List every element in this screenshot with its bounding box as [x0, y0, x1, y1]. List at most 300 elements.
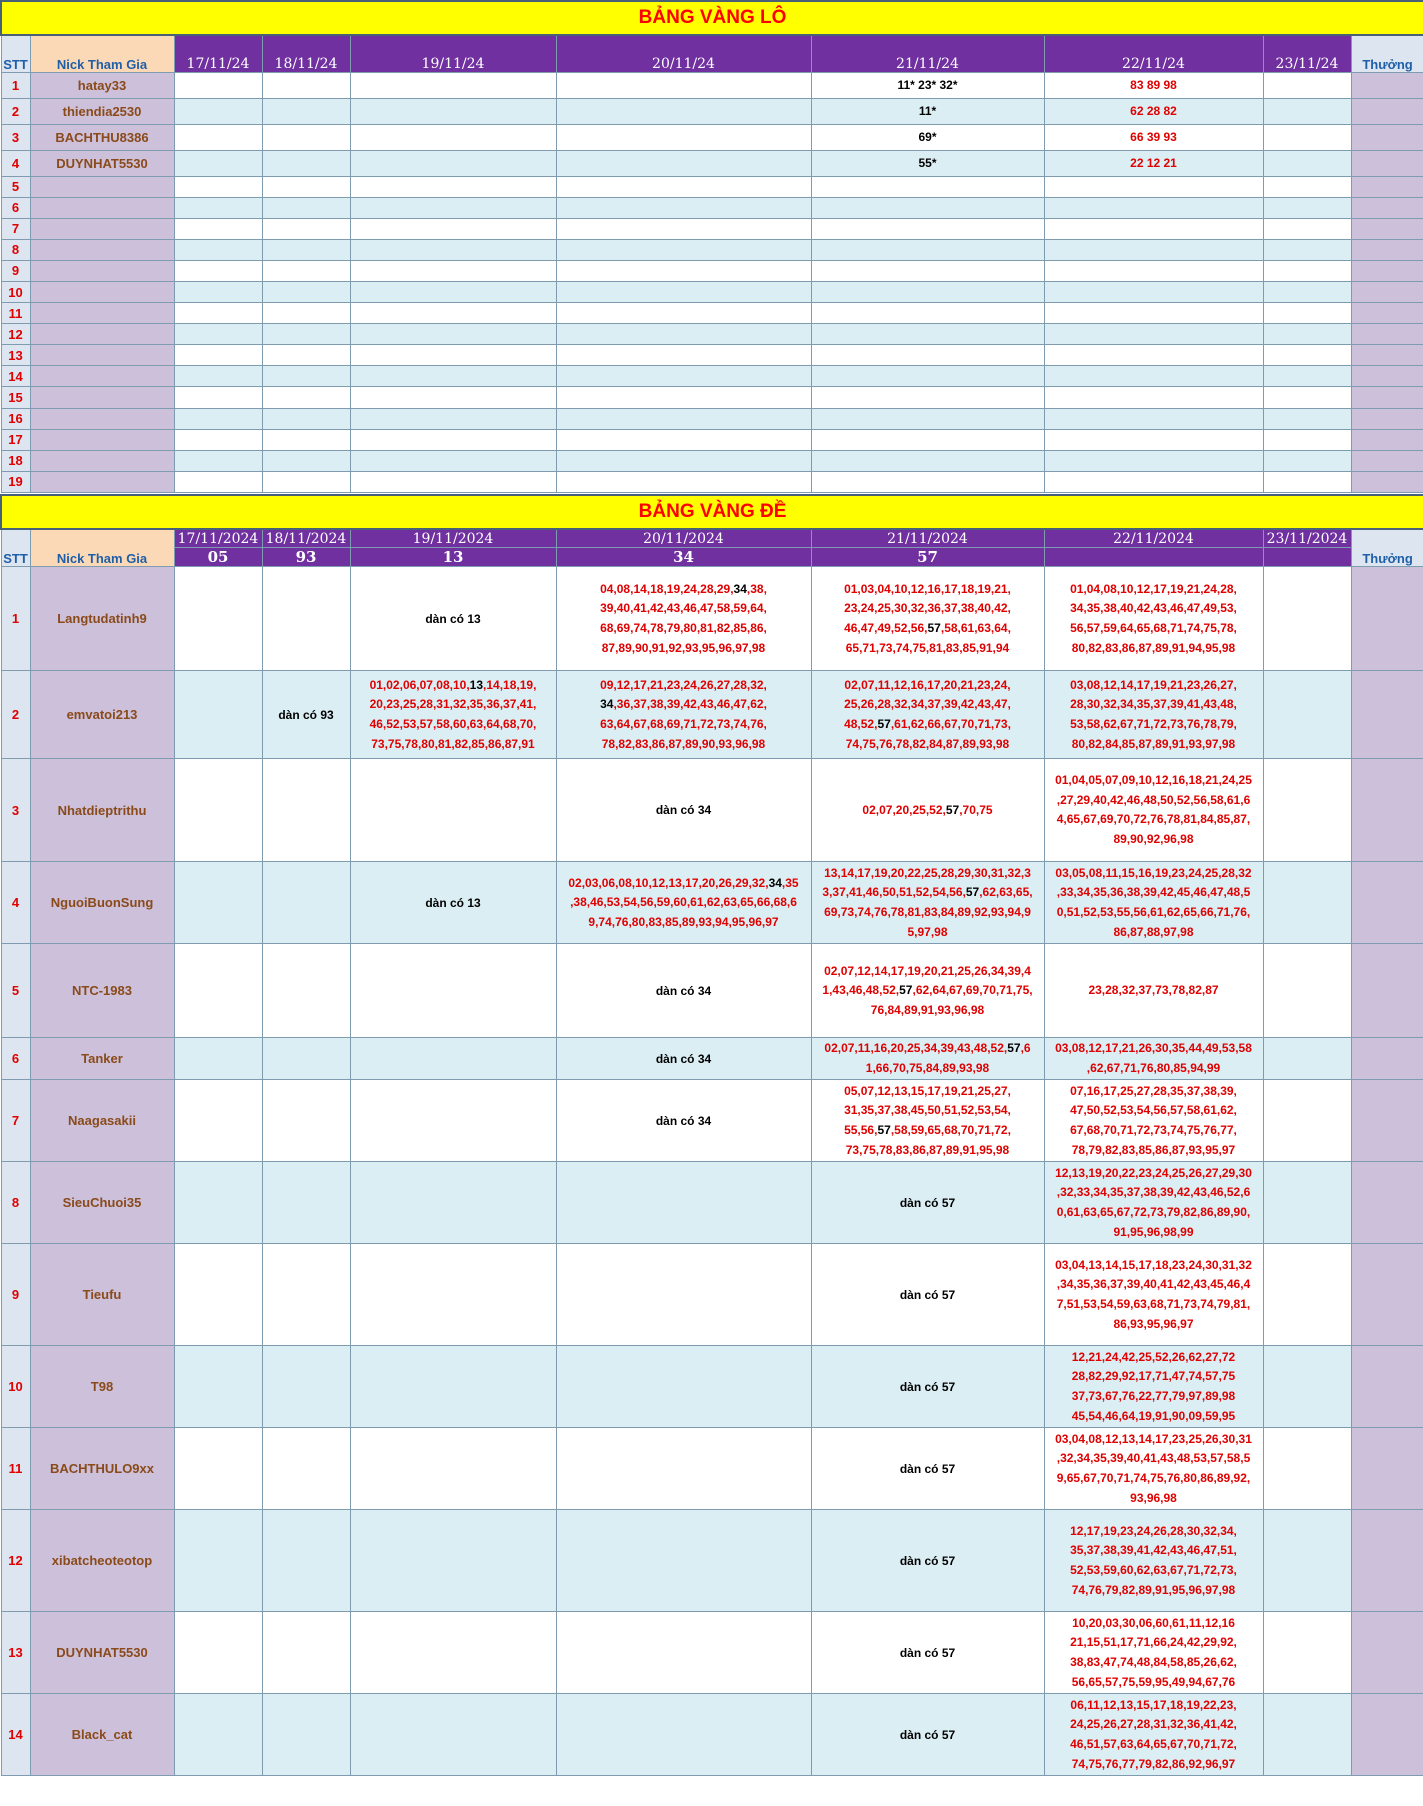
date-cell: [556, 260, 811, 281]
date-cell: [174, 124, 262, 150]
date-cell: 69*: [811, 124, 1044, 150]
date-cell: [262, 862, 350, 944]
date-cell: [811, 471, 1044, 492]
number-list: [1045, 1522, 1263, 1600]
number-segment: 23,28,32,37,73,78,82,87: [1088, 983, 1219, 998]
row-nick: emvatoi213: [30, 671, 174, 759]
date-cell: [1044, 1080, 1263, 1162]
date-cell: [1044, 260, 1263, 281]
number-segment: 12,21,24,42,25,52,26,62,27,72 28,82,29,92,17,71,47,74,57,75 37,73,67,76,22,77,79,97,89,98 45,54,46,64,19,91,90,09,59,95: [1071, 1349, 1236, 1423]
date-cell: [556, 1510, 811, 1612]
date-cell: [262, 218, 350, 239]
date-cell: [1263, 1080, 1351, 1162]
date-cell: [174, 366, 262, 387]
date-cell: [1044, 239, 1263, 260]
row-stt: 19: [1, 471, 30, 492]
row-thuong: [1351, 1162, 1423, 1244]
lo-date-header: 17/11/24: [174, 35, 262, 72]
dan-label: dàn có 57: [899, 1195, 956, 1210]
de-title: BẢNG VÀNG ĐỀ: [1, 495, 1423, 529]
row-stt: 9: [1, 1244, 30, 1346]
table-row: [1, 862, 1423, 944]
date-cell: [556, 324, 811, 345]
table-row: [1, 1694, 1423, 1776]
date-cell: [811, 345, 1044, 366]
date-cell: [262, 759, 350, 862]
date-cell: [1263, 281, 1351, 302]
lo-date-header: 20/11/24: [556, 35, 811, 72]
date-cell: [262, 1080, 350, 1162]
lo-stt-header: STT: [1, 35, 30, 72]
dan-label: dàn có 93: [278, 707, 334, 722]
table-row: [1, 429, 1423, 450]
date-cell: [1044, 1162, 1263, 1244]
de-date-header: 21/11/2024: [811, 529, 1044, 548]
row-nick: xibatcheoteotop: [30, 1510, 174, 1612]
row-stt: 10: [1, 1346, 30, 1428]
row-thuong: [1351, 429, 1423, 450]
date-cell: [1263, 176, 1351, 197]
table-row: [1, 176, 1423, 197]
table-row: [1, 260, 1423, 281]
date-cell: [350, 1346, 556, 1428]
row-nick: Naagasakii: [30, 1080, 174, 1162]
date-cell: 22 12 21: [1044, 150, 1263, 176]
date-cell: [350, 471, 556, 492]
date-cell: [811, 387, 1044, 408]
number-segment: ,70,75: [959, 802, 993, 817]
date-cell: [262, 471, 350, 492]
table-row: [1, 1162, 1423, 1244]
date-cell: [350, 387, 556, 408]
bang-vang-lo-table: [0, 0, 1423, 493]
row-thuong: [1351, 197, 1423, 218]
dan-label: dàn có 34: [655, 1113, 712, 1128]
date-cell: [350, 150, 556, 176]
row-nick: Tieufu: [30, 1244, 174, 1346]
winning-number: 57: [877, 1122, 891, 1137]
row-stt: 11: [1, 303, 30, 324]
date-cell: [1263, 408, 1351, 429]
date-cell: [1044, 197, 1263, 218]
number-list: [1045, 1164, 1263, 1242]
row-nick: T98: [30, 1346, 174, 1428]
row-thuong: [1351, 387, 1423, 408]
dan-label: dàn có 34: [655, 1051, 712, 1066]
date-cell: [811, 1694, 1044, 1776]
row-thuong: [1351, 260, 1423, 281]
number-list: [1045, 1696, 1263, 1774]
date-cell: [262, 1346, 350, 1428]
table-row: [1, 671, 1423, 759]
date-cell: [262, 324, 350, 345]
dan-label: dàn có 57: [899, 1727, 956, 1742]
de-result: [1044, 548, 1263, 567]
winning-number: 57: [927, 620, 941, 635]
row-stt: 17: [1, 429, 30, 450]
row-thuong: [1351, 98, 1423, 124]
date-cell: [1263, 150, 1351, 176]
date-cell: [350, 450, 556, 471]
row-stt: 14: [1, 1694, 30, 1776]
date-cell: [350, 345, 556, 366]
row-thuong: [1351, 408, 1423, 429]
de-result: [1263, 548, 1351, 567]
date-cell: [1263, 387, 1351, 408]
row-nick: DUYNHAT5530: [30, 150, 174, 176]
date-cell: [174, 324, 262, 345]
row-nick: [30, 303, 174, 324]
date-cell: 11* 23* 32*: [811, 72, 1044, 98]
number-list: [1045, 580, 1263, 658]
row-nick: thiendia2530: [30, 98, 174, 124]
date-cell: [1263, 98, 1351, 124]
date-cell: [174, 862, 262, 944]
winning-number: 57: [899, 983, 913, 998]
date-cell: [262, 239, 350, 260]
number-segment: ,35 ,38,46,53,54,56,59,60,61,62,63,65,66,68,6 9,74,76,80,83,85,89,93,94,95,96,97: [570, 875, 799, 929]
row-nick: [30, 239, 174, 260]
dan-label: dàn có 57: [899, 1553, 956, 1568]
date-cell: [811, 429, 1044, 450]
date-cell: [262, 408, 350, 429]
row-stt: 1: [1, 72, 30, 98]
date-cell: [262, 429, 350, 450]
date-cell: [174, 1510, 262, 1612]
date-cell: [1263, 944, 1351, 1038]
row-thuong: [1351, 124, 1423, 150]
table-row: [1, 471, 1423, 492]
date-cell: [350, 98, 556, 124]
date-cell: [174, 671, 262, 759]
row-thuong: [1351, 239, 1423, 260]
date-cell: [556, 471, 811, 492]
date-cell: [174, 1612, 262, 1694]
date-cell: [556, 239, 811, 260]
table-row: [1, 1346, 1423, 1428]
date-cell: [556, 197, 811, 218]
date-cell: [262, 671, 350, 759]
date-cell: [1263, 1510, 1351, 1612]
date-cell: [262, 98, 350, 124]
row-stt: 5: [1, 176, 30, 197]
de-date-header: 20/11/2024: [556, 529, 811, 548]
row-stt: 6: [1, 1038, 30, 1080]
row-thuong: [1351, 567, 1423, 671]
date-cell: [811, 324, 1044, 345]
row-thuong: [1351, 176, 1423, 197]
date-cell: [1044, 471, 1263, 492]
row-thuong: [1351, 281, 1423, 302]
date-cell: [262, 197, 350, 218]
date-cell: [1044, 324, 1263, 345]
date-cell: [262, 450, 350, 471]
row-nick: [30, 366, 174, 387]
date-cell: [350, 1162, 556, 1244]
winning-number: 34: [600, 697, 614, 712]
row-stt: 18: [1, 450, 30, 471]
date-cell: [556, 124, 811, 150]
date-cell: [1044, 176, 1263, 197]
number-list: [1045, 1256, 1263, 1334]
lo-date-header: 21/11/24: [811, 35, 1044, 72]
date-cell: [174, 1038, 262, 1080]
table-row: [1, 450, 1423, 471]
date-cell: [174, 1694, 262, 1776]
de-result: 13: [350, 548, 556, 567]
date-cell: [174, 1244, 262, 1346]
date-cell: [1044, 1510, 1263, 1612]
date-cell: [174, 387, 262, 408]
date-cell: [1044, 303, 1263, 324]
lo-thuong-header: Thưởng: [1351, 35, 1423, 72]
date-cell: [262, 281, 350, 302]
date-cell: [1044, 671, 1263, 759]
number-list: [1045, 1614, 1263, 1692]
date-cell: [174, 303, 262, 324]
date-cell: [174, 72, 262, 98]
date-cell: [1044, 450, 1263, 471]
row-thuong: [1351, 944, 1423, 1038]
dan-label: dàn có 57: [899, 1645, 956, 1660]
row-nick: [30, 429, 174, 450]
date-cell: [350, 1510, 556, 1612]
number-list: [812, 580, 1044, 658]
date-cell: [350, 1428, 556, 1510]
number-list: [1045, 1082, 1263, 1160]
table-row: [1, 98, 1423, 124]
row-nick: [30, 197, 174, 218]
number-segment: ,58,61,63,64, 65,71,73,74,75,81,83,85,91,94: [845, 620, 1011, 655]
date-cell: [1044, 1612, 1263, 1694]
date-cell: [556, 98, 811, 124]
date-cell: [350, 197, 556, 218]
row-thuong: [1351, 150, 1423, 176]
date-cell: [1263, 429, 1351, 450]
number-list: [351, 676, 556, 754]
date-cell: [1263, 1346, 1351, 1428]
number-list: [1045, 981, 1263, 1001]
lo-nick-header: Nick Tham Gia: [30, 35, 174, 72]
lo-date-header: 19/11/24: [350, 35, 556, 72]
lo-date-header: 22/11/24: [1044, 35, 1263, 72]
date-cell: [174, 567, 262, 671]
row-nick: Black_cat: [30, 1694, 174, 1776]
row-stt: 13: [1, 1612, 30, 1694]
de-result: 93: [262, 548, 350, 567]
number-segment: 05,07,12,13,15,17,19,21,25,27, 31,35,37,38,45,50,51,52,53,54, 55,56,: [844, 1083, 1011, 1137]
row-thuong: [1351, 759, 1423, 862]
date-cell: [1044, 1428, 1263, 1510]
date-cell: [556, 408, 811, 429]
date-cell: [1263, 72, 1351, 98]
date-cell: [811, 260, 1044, 281]
row-thuong: [1351, 862, 1423, 944]
number-list: [812, 676, 1044, 754]
date-cell: [1263, 218, 1351, 239]
number-segment: 02,03,06,08,10,12,13,17,20,26,29,32,: [568, 875, 769, 890]
date-cell: [350, 1080, 556, 1162]
date-cell: [556, 1612, 811, 1694]
bang-vang-de-table: [0, 494, 1423, 1777]
row-stt: 10: [1, 281, 30, 302]
date-cell: [1263, 197, 1351, 218]
row-thuong: [1351, 1244, 1423, 1346]
date-cell: [1044, 1694, 1263, 1776]
date-cell: [1263, 260, 1351, 281]
row-stt: 13: [1, 345, 30, 366]
number-segment: 13,14,17,19,20,22,25,28,29,30,31,32,3 3,37,41,46,50,51,52,54,56,: [822, 865, 1031, 900]
number-segment: ,62,64,67,69,70,71,75, 76,84,89,91,93,96,98: [870, 983, 1033, 1017]
date-cell: [811, 366, 1044, 387]
dan-label: dàn có 13: [425, 611, 481, 626]
table-row: [1, 324, 1423, 345]
de-stt-header: STT: [1, 529, 30, 567]
date-cell: [262, 1244, 350, 1346]
date-cell: [811, 218, 1044, 239]
row-stt: 7: [1, 218, 30, 239]
date-cell: [1263, 303, 1351, 324]
number-segment: 01,04,08,10,12,17,19,21,24,28, 34,35,38,40,42,43,46,47,49,53, 56,57,59,64,65,68,71,74,75,78, 80,82,83,86,87,89,91,94,95,98: [1070, 581, 1237, 655]
row-nick: [30, 176, 174, 197]
number-list: [557, 580, 811, 658]
date-cell: [811, 1428, 1044, 1510]
date-cell: [174, 218, 262, 239]
table-row: [1, 408, 1423, 429]
number-list: [557, 676, 811, 754]
row-nick: [30, 324, 174, 345]
date-cell: [174, 1428, 262, 1510]
date-cell: [350, 862, 556, 944]
row-stt: 2: [1, 98, 30, 124]
winning-number: 34: [768, 875, 782, 890]
winning-number: 57: [877, 716, 891, 731]
date-cell: [350, 366, 556, 387]
date-cell: [556, 450, 811, 471]
date-cell: [262, 1694, 350, 1776]
date-cell: [262, 345, 350, 366]
date-cell: [262, 387, 350, 408]
date-cell: [556, 150, 811, 176]
date-cell: 62 28 82: [1044, 98, 1263, 124]
number-list: [812, 864, 1044, 942]
number-segment: 02,07,11,16,20,25,34,39,43,48,52,: [824, 1041, 1008, 1056]
date-cell: [350, 671, 556, 759]
lo-date-header: 23/11/24: [1263, 35, 1351, 72]
date-cell: [811, 567, 1044, 671]
lo-date-header: 18/11/24: [262, 35, 350, 72]
number-segment: 06,11,12,13,15,17,18,19,22,23, 24,25,26,27,28,31,32,36,41,42, 46,51,57,63,64,65,67,70,71,72, 74,75,76,77,79,82,86,92,96,97: [1070, 1697, 1237, 1771]
date-cell: [262, 72, 350, 98]
date-cell: [262, 1612, 350, 1694]
date-cell: [811, 759, 1044, 862]
date-cell: [262, 1428, 350, 1510]
date-cell: [811, 197, 1044, 218]
table-row: [1, 366, 1423, 387]
date-cell: [262, 366, 350, 387]
date-cell: [556, 862, 811, 944]
date-cell: [556, 303, 811, 324]
date-cell: [1263, 239, 1351, 260]
date-cell: [1263, 366, 1351, 387]
date-cell: [174, 944, 262, 1038]
date-cell: [1263, 124, 1351, 150]
row-thuong: [1351, 72, 1423, 98]
date-cell: [262, 1510, 350, 1612]
table-row: [1, 1428, 1423, 1510]
number-list: [1045, 1430, 1263, 1508]
date-cell: [556, 1038, 811, 1080]
dan-label: dàn có 57: [899, 1379, 956, 1394]
de-date-header: 22/11/2024: [1044, 529, 1263, 548]
row-stt: 14: [1, 366, 30, 387]
winning-number: 13: [469, 677, 484, 692]
number-segment: ,14,18,19, 20,23,25,28,31,32,35,36,37,41, 46,52,53,57,58,60,63,64,68,70, 73,75,78,80,81,82,85,86,87,91: [369, 677, 537, 751]
date-cell: [350, 218, 556, 239]
date-cell: [1263, 862, 1351, 944]
date-cell: [811, 176, 1044, 197]
date-cell: [350, 281, 556, 302]
date-cell: [811, 239, 1044, 260]
date-cell: [1263, 1428, 1351, 1510]
row-stt: 5: [1, 944, 30, 1038]
de-thuong-header: Thưởng: [1351, 529, 1423, 567]
row-thuong: [1351, 366, 1423, 387]
date-cell: [1044, 281, 1263, 302]
dan-label: dàn có 34: [655, 803, 712, 818]
row-stt: 2: [1, 671, 30, 759]
row-nick: [30, 450, 174, 471]
table-row: [1, 1244, 1423, 1346]
date-cell: [811, 281, 1044, 302]
date-cell: [350, 408, 556, 429]
date-cell: [1263, 471, 1351, 492]
date-cell: [811, 1080, 1044, 1162]
table-row: [1, 72, 1423, 98]
table-row: [1, 218, 1423, 239]
table-row: [1, 303, 1423, 324]
date-cell: [1044, 429, 1263, 450]
table-row: [1, 944, 1423, 1038]
table-row: [1, 759, 1423, 862]
row-nick: [30, 387, 174, 408]
date-cell: [350, 239, 556, 260]
date-cell: [1263, 1244, 1351, 1346]
date-cell: [556, 345, 811, 366]
date-cell: 11*: [811, 98, 1044, 124]
date-cell: [350, 429, 556, 450]
table-row: [1, 1038, 1423, 1080]
row-nick: [30, 218, 174, 239]
date-cell: [556, 72, 811, 98]
date-cell: [1044, 567, 1263, 671]
row-thuong: [1351, 1346, 1423, 1428]
date-cell: [262, 567, 350, 671]
number-list: [812, 801, 1044, 821]
de-date-header: 18/11/2024: [262, 529, 350, 548]
date-cell: [556, 366, 811, 387]
number-segment: ,6 1,66,70,75,84,89,93,98: [865, 1041, 1031, 1075]
winning-number: 57: [1007, 1041, 1021, 1056]
date-cell: [350, 1244, 556, 1346]
row-nick: [30, 260, 174, 281]
row-stt: 3: [1, 124, 30, 150]
date-cell: [174, 239, 262, 260]
row-stt: 3: [1, 759, 30, 862]
row-thuong: [1351, 450, 1423, 471]
date-cell: [262, 944, 350, 1038]
date-cell: [811, 944, 1044, 1038]
